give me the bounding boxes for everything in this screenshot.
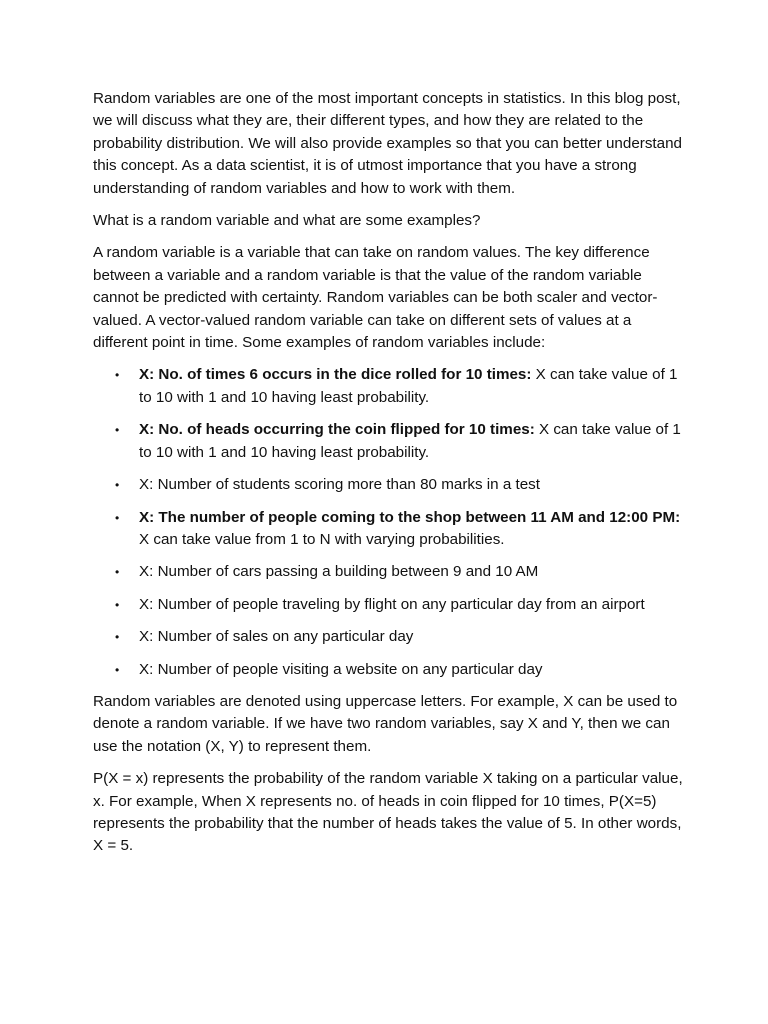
bullet-icon: • (115, 662, 120, 677)
list-item-bold: X: The number of people coming to the shop between 11 AM and 12:00 PM: (139, 508, 681, 526)
list-item-text: X: Number of sales on any particular day (139, 628, 414, 646)
list-item-text: X can take value of 1 to 10 with 1 and 10 having least probability. (139, 366, 678, 406)
list-item (93, 474, 683, 496)
section-question: What is a random variable and what are some examples? (93, 212, 481, 230)
definition-paragraph: A random variable is a variable that can take on random values. The key difference between a variable and a random variable is that the value of the random variable cannot be predicted with certainty. Random variables can be both scaler and vector-valued. A vector-valued random variable can take on different sets of values at a different point in time. Some examples of random variables include: (93, 244, 658, 352)
bullet-icon: • (115, 565, 120, 580)
list-item (93, 594, 683, 616)
list-item-text: X: Number of cars passing a building between 9 and 10 AM (139, 563, 539, 581)
list-item-text: X: Number of students scoring more than 80 marks in a test (139, 476, 540, 494)
list-item (93, 659, 683, 681)
bullet-icon: • (115, 423, 120, 438)
list-item (93, 364, 683, 409)
list-item (93, 507, 683, 552)
list-item (93, 626, 683, 648)
list-item (93, 561, 683, 583)
document-body (93, 88, 683, 868)
list-item-text: X: Number of people traveling by flight on any particular day from an airport (139, 595, 645, 613)
list-item-text: X can take value from 1 to N with varying probabilities. (139, 530, 505, 548)
list-item-bold: X: No. of times 6 occurs in the dice rolled for 10 times: (139, 366, 532, 384)
list-item-bold: X: No. of heads occurring the coin flipped for 10 times: (139, 421, 535, 439)
notation-paragraph: Random variables are denoted using uppercase letters. For example, X can be used to denote a random variable. If we have two random variables, say X and Y, then we can use the notation (X, Y) to represent them. (93, 692, 678, 755)
list-item-text: X can take value of 1 to 10 with 1 and 10 having least probability. (139, 421, 681, 461)
bullet-icon: • (115, 630, 120, 645)
bullet-icon: • (115, 597, 120, 612)
intro-paragraph: Random variables are one of the most important concepts in statistics. In this blog post, we will discuss what they are, their different types, and how they are related to the probability distribution. We will also provide examples so that you can better understand this concept. As a data scientist, it is of utmost importance that you have a strong understanding of random variables and how to work with them. (93, 90, 682, 197)
examples-list (93, 364, 683, 680)
list-item (93, 419, 683, 464)
bullet-icon: • (115, 368, 120, 383)
bullet-icon: • (115, 478, 120, 493)
bullet-icon: • (115, 510, 120, 525)
probability-paragraph: P(X = x) represents the probability of the random variable X taking on a particular value, x. For example, When X represents no. of heads in coin flipped for 10 times, P(X=5) represents the probability that the number of heads takes the value of 5. In other words, X = 5. (93, 770, 683, 855)
list-item-text: X: Number of people visiting a website on any particular day (139, 660, 543, 678)
